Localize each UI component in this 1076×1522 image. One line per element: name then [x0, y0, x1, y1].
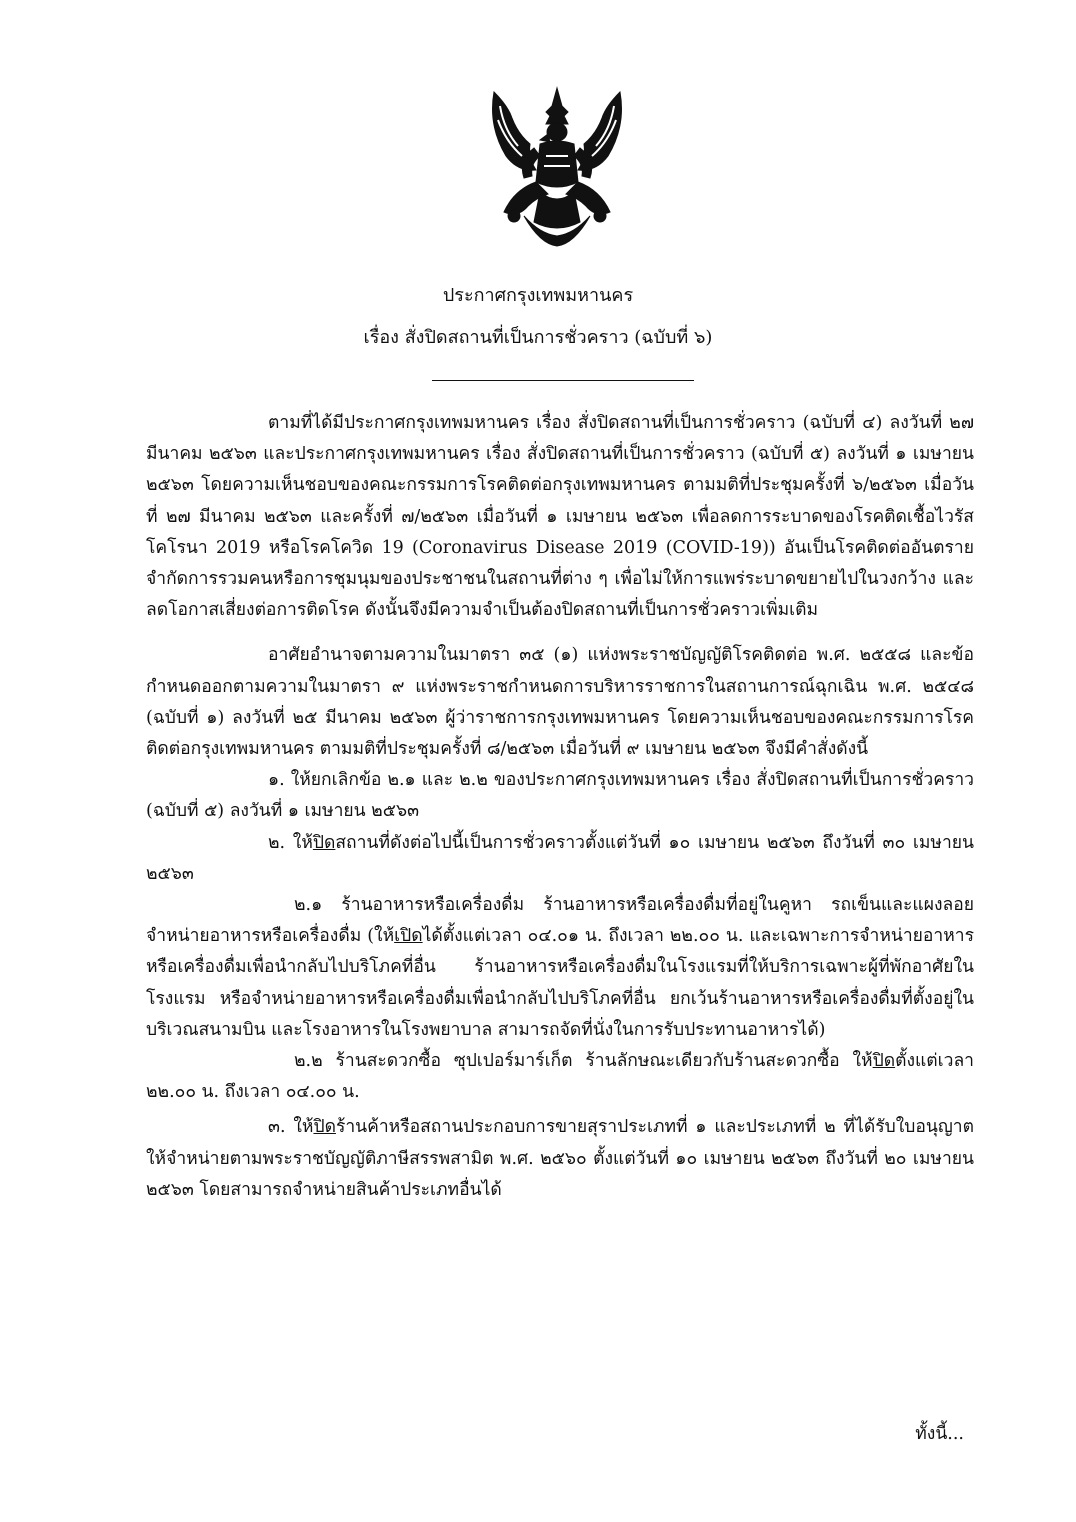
- paragraph-background: ตามที่ได้มีประกาศกรุงเทพมหานคร เรื่อง สั่งปิดสถานที่เป็นการชั่วคราว (ฉบับที่ ๔) ลงวันที่ ๒๗ มีนาคม ๒๕๖๓ และประกาศกรุงเทพมหานคร เรื่อง สั่งปิดสถานที่เป็นการชั่วคราว (ฉบับที่ ๕) ลงวันที่ ๑ เมษายน ๒๕๖๓ โดยความเห็นชอบของคณะกรรมการโรคติดต่อกรุงเทพมหานคร ตามมติที่ประชุมครั้งที่ ๖/๒๕๖๓ เมื่อวันที่ ๒๗ มีนาคม ๒๕๖๓ และครั้งที่ ๗/๒๕๖๓ เมื่อวันที่ ๑ เมษายน ๒๕๖๓ เพื่อลดการระบาดของโรคติดเชื้อไวรัสโคโรนา 2019 หรือโรคโควิด 19 (Coronavirus Disease 2019 (COVID-19)) อันเป็นโรคติดต่ออันตราย จำกัดการรวมคนหรือการชุมนุมของประชาชนในสถานที่ต่าง ๆ เพื่อไม่ให้การแพร่ระบาดขยายไปในวงกว้าง และลดโอกาสเสี่ยงต่อการติดโรค ดังนั้นจึงมีความจำเป็นต้องปิดสถานที่เป็นการชั่วคราวเพิ่มเติม: [146, 413, 974, 621]
- title-divider: [432, 380, 694, 381]
- announcement-subject: เรื่อง สั่งปิดสถานที่เป็นการชั่วคราว (ฉบับที่ ๖): [363, 327, 713, 348]
- order-item-3: ๓. ให้ปิดร้านค้าหรือสถานประกอบการขายสุราประเภทที่ ๑ และประเภทที่ ๒ ที่ได้รับใบอนุญาตให้จำหน่ายตามพระราชบัญญัติภาษีสรรพสามิต พ.ศ. ๒๕๖๐ ตั้งแต่วันที่ ๑๐ เมษายน ๒๕๖๓ ถึงวันที่ ๒๐ เมษายน ๒๕๖๓ โดยสามารถจำหน่ายสินค้าประเภทอื่นได้: [146, 1117, 974, 1200]
- order-item-2-1: ๒.๑ ร้านอาหารหรือเครื่องดื่ม ร้านอาหารหรือเครื่องดื่มที่อยู่ในคูหา รถเข็นและแผงลอยจำหน่ายอาหารหรือเครื่องดื่ม (ให้เปิดได้ตั้งแต่เวลา ๐๔.๐๑ น. ถึงเวลา ๒๒.๐๐ น. และเฉพาะการจำหน่ายอาหารหรือเครื่องดื่มเพื่อนำกลับไปบริโภคที่อื่น ร้านอาหารหรือเครื่องดื่มในโรงแรมที่ให้บริการเฉพาะผู้ที่พักอาศัยในโรงแรม หรือจำหน่ายอาหารหรือเครื่องดื่มเพื่อนำกลับไปบริโภคที่อื่น ยกเว้นร้านอาหารหรือเครื่องดื่มที่ตั้งอยู่ในบริเวณสนามบิน และโรงอาหารในโรงพยาบาล สามารถจัดที่นั่งในการรับประทานอาหารได้): [146, 895, 974, 1040]
- order-item-1: ๑. ให้ยกเลิกข้อ ๒.๑ และ ๒.๒ ของประกาศกรุงเทพมหานคร เรื่อง สั่งปิดสถานที่เป็นการชั่วคราว (ฉบับที่ ๕) ลงวันที่ ๑ เมษายน ๒๕๖๓: [146, 770, 974, 822]
- order-item-2: ๒. ให้ปิดสถานที่ดังต่อไปนี้เป็นการชั่วคราวตั้งแต่วันที่ ๑๐ เมษายน ๒๕๖๓ ถึงวันที่ ๓๐ เมษายน ๒๕๖๓: [146, 832, 975, 884]
- garuda-emblem-icon: [484, 86, 630, 248]
- paragraph-authority: อาศัยอำนาจตามความในมาตรา ๓๕ (๑) แห่งพระราชบัญญัติโรคติดต่อ พ.ศ. ๒๕๕๘ และข้อกำหนดออกตามความในมาตรา ๙ แห่งพระราชกำหนดการบริหารราชการในสถานการณ์ฉุกเฉิน พ.ศ. ๒๕๔๘ (ฉบับที่ ๑) ลงวันที่ ๒๕ มีนาคม ๒๕๖๓ ผู้ว่าราชการกรุงเทพมหานคร โดยความเห็นชอบของคณะกรรมการโรคติดต่อกรุงเทพมหานคร ตามมติที่ประชุมครั้งที่ ๘/๒๕๖๓ เมื่อวันที่ ๙ เมษายน ๒๕๖๓ จึงมีคำสั่งดังนี้: [146, 645, 974, 760]
- announcement-title: ประกาศกรุงเทพมหานคร: [442, 285, 634, 306]
- announcement-body: [146, 408, 974, 1206]
- continued-marker: ทั้งนี้...: [915, 1424, 964, 1444]
- order-item-2-2: ๒.๒ ร้านสะดวกซื้อ ซุปเปอร์มาร์เก็ต ร้านลักษณะเดียวกับร้านสะดวกซื้อ ให้ปิดตั้งแต่เวลา ๒๒.๐๐ น. ถึงเวลา ๐๔.๐๐ น.: [146, 1051, 974, 1103]
